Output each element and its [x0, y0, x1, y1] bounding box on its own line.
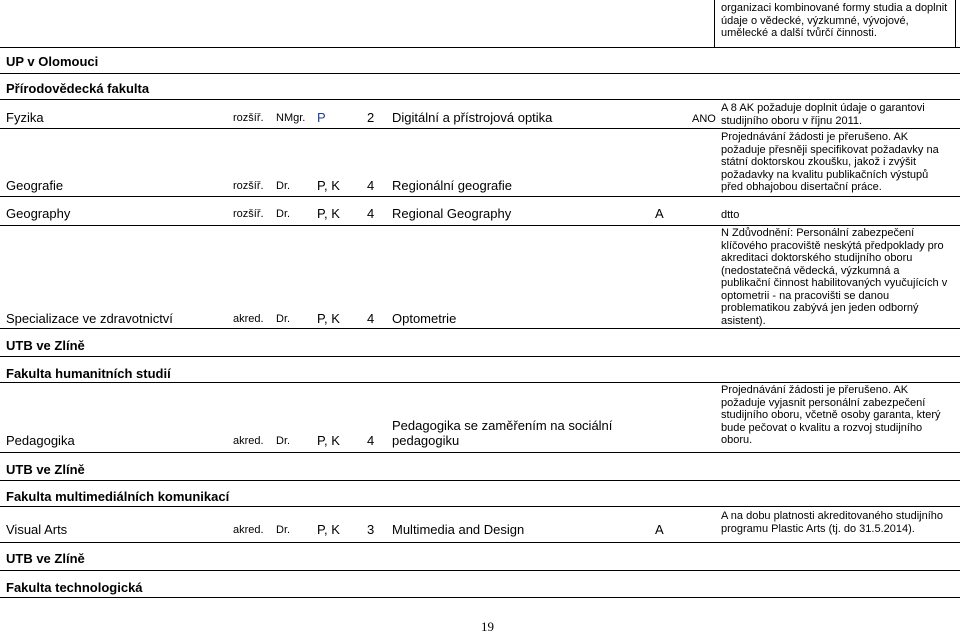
row-divider: [0, 47, 960, 48]
program-name-cell: pedagogiku: [392, 433, 460, 448]
decision-note: A 8 AK požaduje doplnit údaje o garantovi studijního oboru v říjnu 2011.: [721, 102, 925, 127]
form-cell: P, K: [317, 522, 340, 537]
flag-cell: A: [655, 206, 664, 221]
university-heading: UTB ve Zlíně: [6, 551, 85, 566]
program-name-cell: Pedagogika se zaměřením na sociální: [392, 418, 613, 433]
field-cell: Pedagogika: [6, 433, 75, 448]
years-cell: 3: [367, 522, 375, 537]
program-name-cell: Digitální a přístrojová optika: [392, 110, 553, 125]
level-cell: NMgr.: [276, 112, 306, 124]
decision-note: Projednávání žádosti je přerušeno. AK požaduje přesněji specifikovat požadavky na státní doktorskou zkoušku, jakož i zvýšit požadavky na kvalitu publikačních výstupů před obhajobou disertační práce.: [721, 131, 939, 193]
program-name-cell: Regionální geografie: [392, 178, 512, 193]
row-divider: [0, 452, 960, 453]
page-number: 19: [481, 619, 494, 634]
top-note: organizaci kombinované formy studia a doplnit údaje o vědecké, výzkumné, vývojové, umělecké a další tvůrčí činnosti.: [721, 2, 948, 39]
column-divider: [714, 0, 715, 47]
row-divider: [0, 480, 960, 481]
university-heading: UTB ve Zlíně: [6, 462, 85, 477]
row-divider: [0, 73, 960, 74]
university-heading: UTB ve Zlíně: [6, 338, 85, 353]
university-heading: UP v Olomouci: [6, 54, 99, 69]
years-cell: 4: [367, 178, 375, 193]
level-cell: Dr.: [276, 208, 291, 220]
column-divider: [955, 0, 956, 47]
field-cell: Fyzika: [6, 110, 44, 125]
form-cell: P, K: [317, 178, 340, 193]
program-name-cell: Optometrie: [392, 311, 457, 326]
type-cell: rozšíř.: [233, 180, 264, 192]
program-name-cell: Multimedia and Design: [392, 522, 525, 537]
flag-cell: ANO: [692, 113, 716, 125]
type-cell: akred.: [233, 524, 264, 536]
row-divider: [0, 597, 960, 598]
field-cell: Specializace ve zdravotnictví: [6, 311, 173, 326]
field-cell: Geografie: [6, 178, 64, 193]
row-divider: [0, 570, 960, 571]
faculty-heading: Fakulta multimediálních komunikací: [6, 489, 230, 504]
row-divider: [0, 506, 960, 507]
decision-note: A na dobu platnosti akreditovaného studijního programu Plastic Arts (tj. do 31.5.2014).: [721, 510, 943, 535]
form-cell: P, K: [317, 433, 340, 448]
type-cell: akred.: [233, 435, 264, 447]
years-cell: 2: [367, 110, 375, 125]
field-cell: Visual Arts: [6, 522, 68, 537]
level-cell: Dr.: [276, 313, 291, 325]
type-cell: rozšíř.: [233, 112, 264, 124]
years-cell: 4: [367, 206, 375, 221]
flag-cell: A: [655, 522, 664, 537]
row-divider: [0, 128, 960, 129]
type-cell: rozšíř.: [233, 208, 264, 220]
years-cell: 4: [367, 311, 375, 326]
row-divider: [0, 356, 960, 357]
decision-note: Projednávání žádosti je přerušeno. AK požaduje vyjasnit personální zabezpečení studijního oboru, včetně osoby garanta, který bude pečovat o kvalitu a rozvoj studijního oboru.: [721, 384, 941, 446]
years-cell: 4: [367, 433, 375, 448]
level-cell: Dr.: [276, 180, 291, 192]
decision-note: dtto: [721, 209, 740, 221]
row-divider: [0, 382, 960, 383]
form-cell: P, K: [317, 206, 340, 221]
type-cell: akred.: [233, 313, 264, 325]
form-cell: P: [317, 110, 326, 125]
faculty-heading: Fakulta technologická: [6, 580, 143, 595]
row-divider: [0, 225, 960, 226]
form-cell: P, K: [317, 311, 340, 326]
program-name-cell: Regional Geography: [392, 206, 512, 221]
row-divider: [0, 99, 960, 100]
decision-note: N Zdůvodnění: Personální zabezpečení klíčového pracoviště neskýtá předpoklady pro akreditaci doktorského studijního oboru (nedostatečná vědecká, výzkumná a publikační činnost habilitovaných vyučujících v optometrii - na pracovišti se danou problematikou zabývá jen jeden odborný asistent).: [721, 227, 948, 327]
row-divider: [0, 196, 960, 197]
row-divider: [0, 328, 960, 329]
faculty-heading: Fakulta humanitních studií: [6, 366, 171, 381]
level-cell: Dr.: [276, 435, 291, 447]
row-divider: [0, 542, 960, 543]
faculty-heading: Přírodovědecká fakulta: [6, 81, 150, 96]
field-cell: Geography: [6, 206, 71, 221]
level-cell: Dr.: [276, 524, 291, 536]
